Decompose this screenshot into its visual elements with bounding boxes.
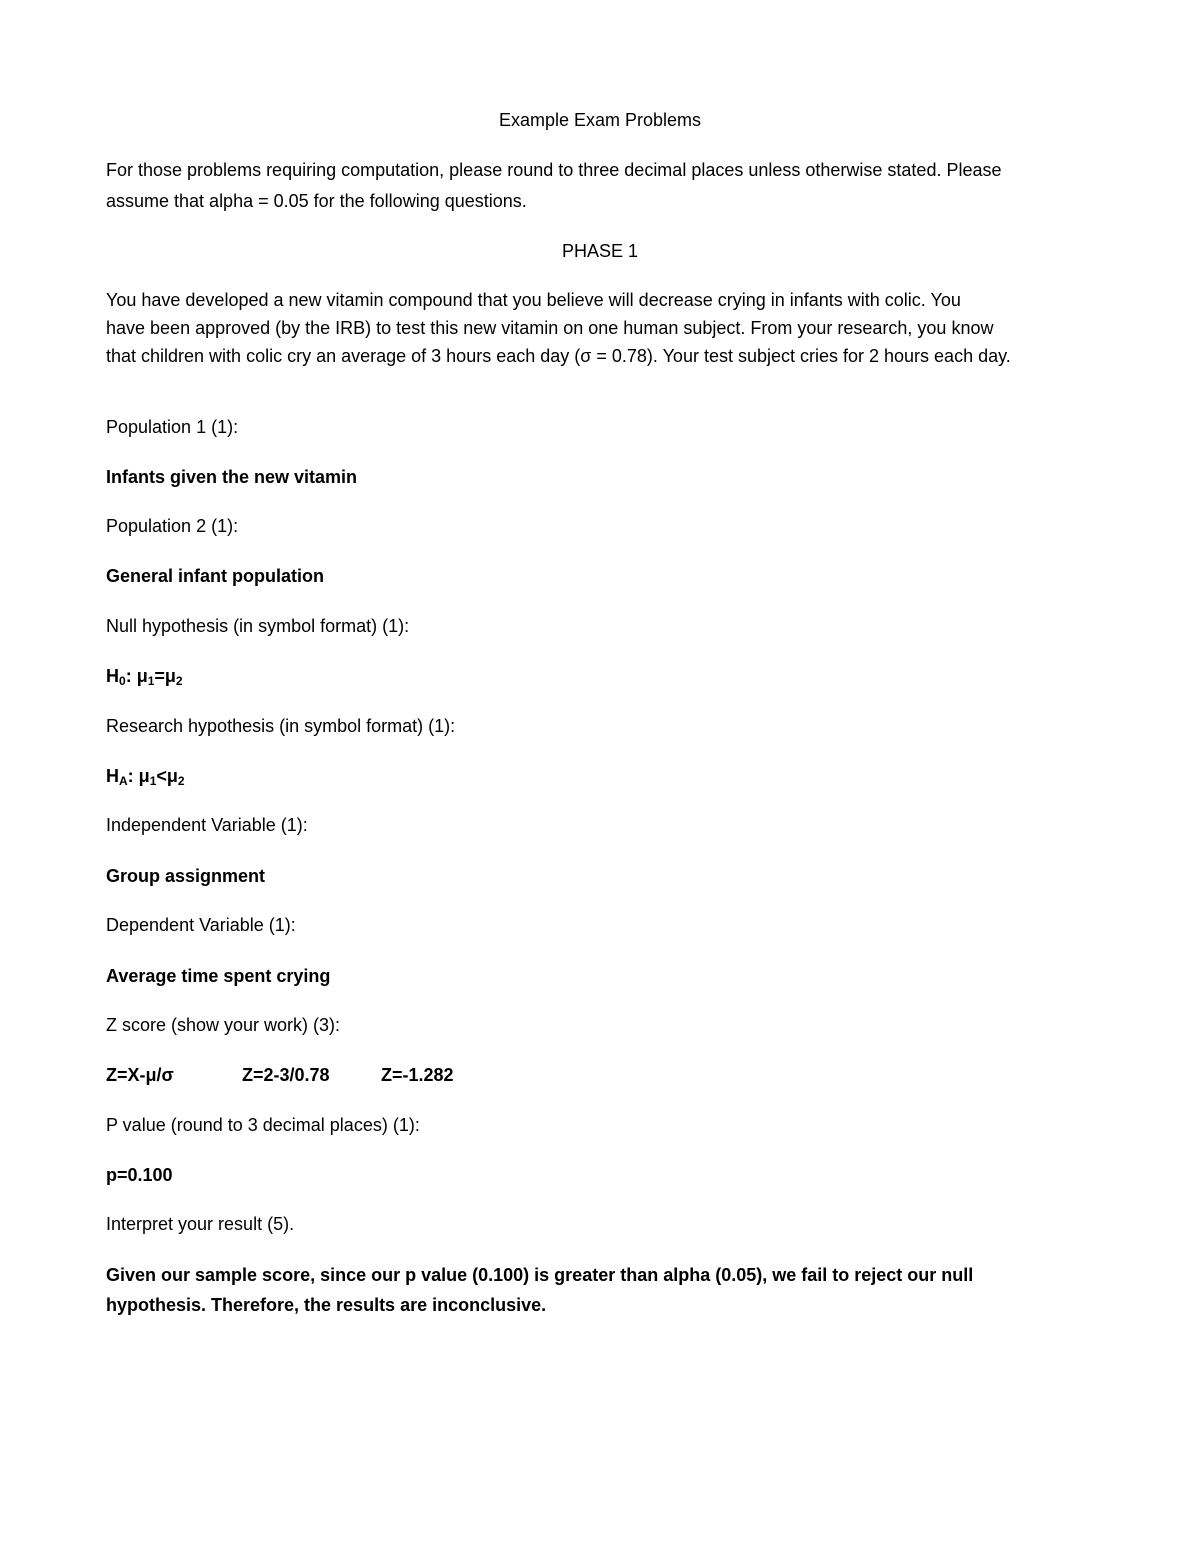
hypothesis-colon: :	[125, 666, 137, 686]
independent-variable-answer: Group assignment	[106, 866, 266, 886]
p-value-question: P value (round to 3 decimal places) (1):	[106, 1115, 420, 1135]
instructions-line: assume that alpha = 0.05 for the following questions.	[106, 191, 527, 211]
population1-answer: Infants given the new vitamin	[106, 467, 358, 487]
population2-answer: General infant population	[106, 566, 325, 586]
dependent-variable-answer: Average time spent crying	[106, 966, 331, 986]
scenario-line: have been approved (by the IRB) to test this new vitamin on one human subject. From your research, you know	[106, 318, 994, 338]
mu-symbol: μ	[138, 766, 150, 786]
page-title: Example Exam Problems	[498, 110, 702, 130]
z-result: Z=-1.282	[381, 1065, 454, 1085]
mu-subscript: 1	[149, 774, 157, 788]
z-formula: Z=X-μ/σ	[106, 1065, 174, 1085]
hypothesis-symbol: H	[106, 766, 119, 786]
research-hypothesis-answer	[106, 762, 1101, 790]
z-substitution: Z=2-3/0.78	[242, 1065, 330, 1085]
hypothesis-subscript: A	[119, 774, 128, 788]
research-hypothesis-question: Research hypothesis (in symbol format) (1):	[106, 716, 456, 736]
population2-question: Population 2 (1):	[106, 516, 239, 536]
mu-subscript: 2	[177, 774, 185, 788]
scenario-paragraph	[106, 286, 1101, 370]
mu-symbol: μ	[166, 766, 178, 786]
mu-subscript: 2	[175, 674, 183, 688]
interpretation-answer	[106, 1261, 1101, 1319]
relation-operator: <	[156, 766, 167, 786]
relation-operator: =	[154, 666, 165, 686]
hypothesis-symbol: H	[106, 666, 119, 686]
z-score-question: Z score (show your work) (3):	[106, 1015, 341, 1035]
null-hypothesis-question: Null hypothesis (in symbol format) (1):	[106, 616, 410, 636]
mu-subscript: 1	[147, 674, 155, 688]
phase-heading: PHASE 1	[561, 241, 639, 261]
scenario-line: that children with colic cry an average of 3 hours each day (σ = 0.78). Your test subject cries for 2 hours each day.	[106, 346, 1011, 366]
population1-question: Population 1 (1):	[106, 417, 239, 437]
scenario-line: You have developed a new vitamin compound that you believe will decrease crying in infants with colic. You	[106, 290, 961, 310]
interpretation-line: Given our sample score, since our p value (0.100) is greater than alpha (0.05), we fail to reject our null	[106, 1265, 974, 1285]
hypothesis-colon: :	[127, 766, 139, 786]
interpretation-question: Interpret your result (5).	[106, 1214, 295, 1234]
mu-symbol: μ	[164, 666, 176, 686]
instructions-line: For those problems requiring computation, please round to three decimal places unless otherwise stated. Please	[106, 160, 1002, 180]
mu-symbol: μ	[136, 666, 148, 686]
dependent-variable-question: Dependent Variable (1):	[106, 915, 296, 935]
null-hypothesis-answer	[106, 662, 1101, 690]
independent-variable-question: Independent Variable (1):	[106, 815, 308, 835]
hypothesis-subscript: 0	[119, 674, 126, 688]
interpretation-line: hypothesis. Therefore, the results are inconclusive.	[106, 1295, 547, 1315]
instructions-paragraph	[106, 156, 1101, 215]
p-value-answer: p=0.100	[106, 1165, 173, 1185]
